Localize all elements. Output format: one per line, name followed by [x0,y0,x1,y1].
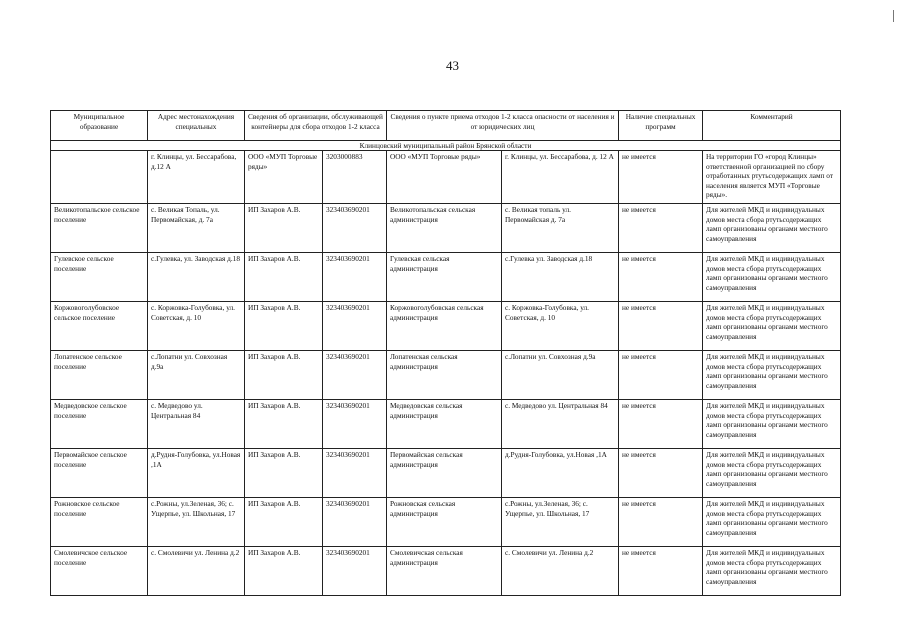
table-row [51,498,841,547]
cell-address: с.Гулевка, ул. Заводская д.18 [148,253,245,302]
cell-programs: не имеется [619,449,703,498]
cell-address: с. Медведово ул. Центральная 84 [148,400,245,449]
table-row [51,253,841,302]
col-header-programs: Наличие специальных программ [619,111,703,141]
cell-org-inn: 323403690201 [323,302,387,351]
region-row [51,141,841,151]
cell-point-address: с. Великая топаль ул. Первомайская д. 7а [502,204,619,253]
cell-org-name: ООО «МУП Торговые ряды» [245,151,323,204]
header-row [51,111,841,141]
cell-municipality: Коржовоголубовское сельское поселение [51,302,148,351]
cell-comment: Для жителей МКД и индивидуальных домов места сбора ртутьсодержащих ламп организованы органами местного самоуправления [703,547,841,596]
cell-comment: Для жителей МКД и индивидуальных домов места сбора ртутьсодержащих ламп организованы органами местного самоуправления [703,351,841,400]
cell-org-inn: 323403690201 [323,498,387,547]
cell-programs: не имеется [619,400,703,449]
cell-municipality: Первомайское сельское поселение [51,449,148,498]
cell-comment: Для жителей МКД и индивидуальных домов места сбора ртутьсодержащих ламп организованы органами местного самоуправления [703,204,841,253]
cell-org-inn: 323403690201 [323,449,387,498]
cell-point-address: с. Смолевичи ул. Ленина д.2 [502,547,619,596]
cell-org-inn: 323403690201 [323,204,387,253]
cell-point-name: Коржовоголубовская сельская администрация [387,302,502,351]
col-header-comment: Комментарий [703,111,841,141]
col-header-collection-point: Сведения о пункте приема отходов 1-2 класса опасности от населения и от юридических лиц [387,111,619,141]
table-row [51,302,841,351]
cell-programs: не имеется [619,151,703,204]
cell-programs: не имеется [619,302,703,351]
cell-point-address: с.Гулевка ул. Заводская д.18 [502,253,619,302]
cell-org-name: ИП Захаров А.В. [245,302,323,351]
cell-point-name: Рожновская сельская администрация [387,498,502,547]
cell-programs: не имеется [619,547,703,596]
region-title: Клинцовский муниципальный район Брянской области [51,141,841,151]
cell-comment: Для жителей МКД и индивидуальных домов места сбора ртутьсодержащих ламп организованы органами местного самоуправления [703,498,841,547]
cell-point-name: Первомайская сельская администрация [387,449,502,498]
cell-programs: не имеется [619,498,703,547]
cell-org-name: ИП Захаров А.В. [245,547,323,596]
cell-point-address: с. Коржовка-Голубовка, ул. Советская, д. 10 [502,302,619,351]
cell-municipality: Гулевское сельское поселение [51,253,148,302]
table-row [51,151,841,204]
cell-point-name: Лопатенская сельская администрация [387,351,502,400]
cell-org-name: ИП Захаров А.В. [245,400,323,449]
cell-point-address: с.Лопатни ул. Совхозная д.9а [502,351,619,400]
cell-org-name: ИП Захаров А.В. [245,351,323,400]
cell-point-name: Гулевская сельская администрация [387,253,502,302]
cell-municipality: Смолевичское сельское поселение [51,547,148,596]
table-row [51,547,841,596]
cell-address: с.Рожны, ул.Зеленая, 36; с. Ущерпье, ул. Школьная, 17 [148,498,245,547]
cell-point-address: д.Рудня-Голубовка, ул.Новая ,1А [502,449,619,498]
cell-programs: не имеется [619,253,703,302]
table-row [51,351,841,400]
cell-address: г. Клинцы, ул. Бессарабова, д.12 А [148,151,245,204]
cell-point-address: с.Рожны, ул.Зеленая, 36; с. Ущерпье, ул. Школьная, 17 [502,498,619,547]
cell-programs: не имеется [619,351,703,400]
cell-address: д.Рудня-Голубовка, ул.Новая ,1А [148,449,245,498]
page-number: 43 [446,58,459,73]
cell-municipality [51,151,148,204]
cell-point-address: с. Медведово ул. Центральная 84 [502,400,619,449]
registry-table [50,110,841,596]
cell-point-name: Медведовская сельская администрация [387,400,502,449]
cell-org-name: ИП Захаров А.В. [245,253,323,302]
cell-municipality: Медведовское сельское поселение [51,400,148,449]
cell-comment: Для жителей МКД и индивидуальных домов места сбора ртутьсодержащих ламп организованы органами местного самоуправления [703,449,841,498]
page-edge-mark [893,10,894,22]
cell-org-inn: 3203000883 [323,151,387,204]
cell-comment: Для жителей МКД и индивидуальных домов места сбора ртутьсодержащих ламп организованы органами местного самоуправления [703,400,841,449]
cell-org-inn: 323403690201 [323,547,387,596]
cell-municipality: Рожновское сельское поселение [51,498,148,547]
cell-municipality: Великотопальское сельское поселение [51,204,148,253]
cell-point-name: Смолевичская сельская администрация [387,547,502,596]
cell-municipality: Лопатенское сельское поселение [51,351,148,400]
col-header-address: Адрес местонахождения специальных [148,111,245,141]
col-header-organization: Сведения об организации, обслуживающей контейнеры для сбора отходов 1-2 класса [245,111,387,141]
cell-programs: не имеется [619,204,703,253]
cell-org-inn: 323403690201 [323,351,387,400]
cell-org-inn: 323403690201 [323,253,387,302]
cell-point-name: ООО «МУП Торговые ряды» [387,151,502,204]
cell-comment: Для жителей МКД и индивидуальных домов места сбора ртутьсодержащих ламп организованы органами местного самоуправления [703,302,841,351]
cell-point-name: Великотопальская сельская администрация [387,204,502,253]
cell-address: с. Коржовка-Голубовка, ул. Советская, д. 10 [148,302,245,351]
cell-org-inn: 323403690201 [323,400,387,449]
cell-org-name: ИП Захаров А.В. [245,449,323,498]
cell-org-name: ИП Захаров А.В. [245,498,323,547]
cell-comment: Для жителей МКД и индивидуальных домов места сбора ртутьсодержащих ламп организованы органами местного самоуправления [703,253,841,302]
table-row [51,400,841,449]
cell-point-address: г. Клинцы, ул. Бессарабова, д. 12 А [502,151,619,204]
cell-address: с.Лопатни ул. Совхозная д.9а [148,351,245,400]
table-row [51,204,841,253]
cell-address: с. Смолевичи ул. Ленина д.2 [148,547,245,596]
cell-address: с. Великая Топаль, ул. Первомайская, д. 7а [148,204,245,253]
col-header-municipality: Муниципальное образование [51,111,148,141]
table-row [51,449,841,498]
cell-comment: На территории ГО «город Клинцы» ответственной организацией по сбору отработанных ртутьсодержащих ламп от населения является МУП «Торговые ряды». [703,151,841,204]
cell-org-name: ИП Захаров А.В. [245,204,323,253]
